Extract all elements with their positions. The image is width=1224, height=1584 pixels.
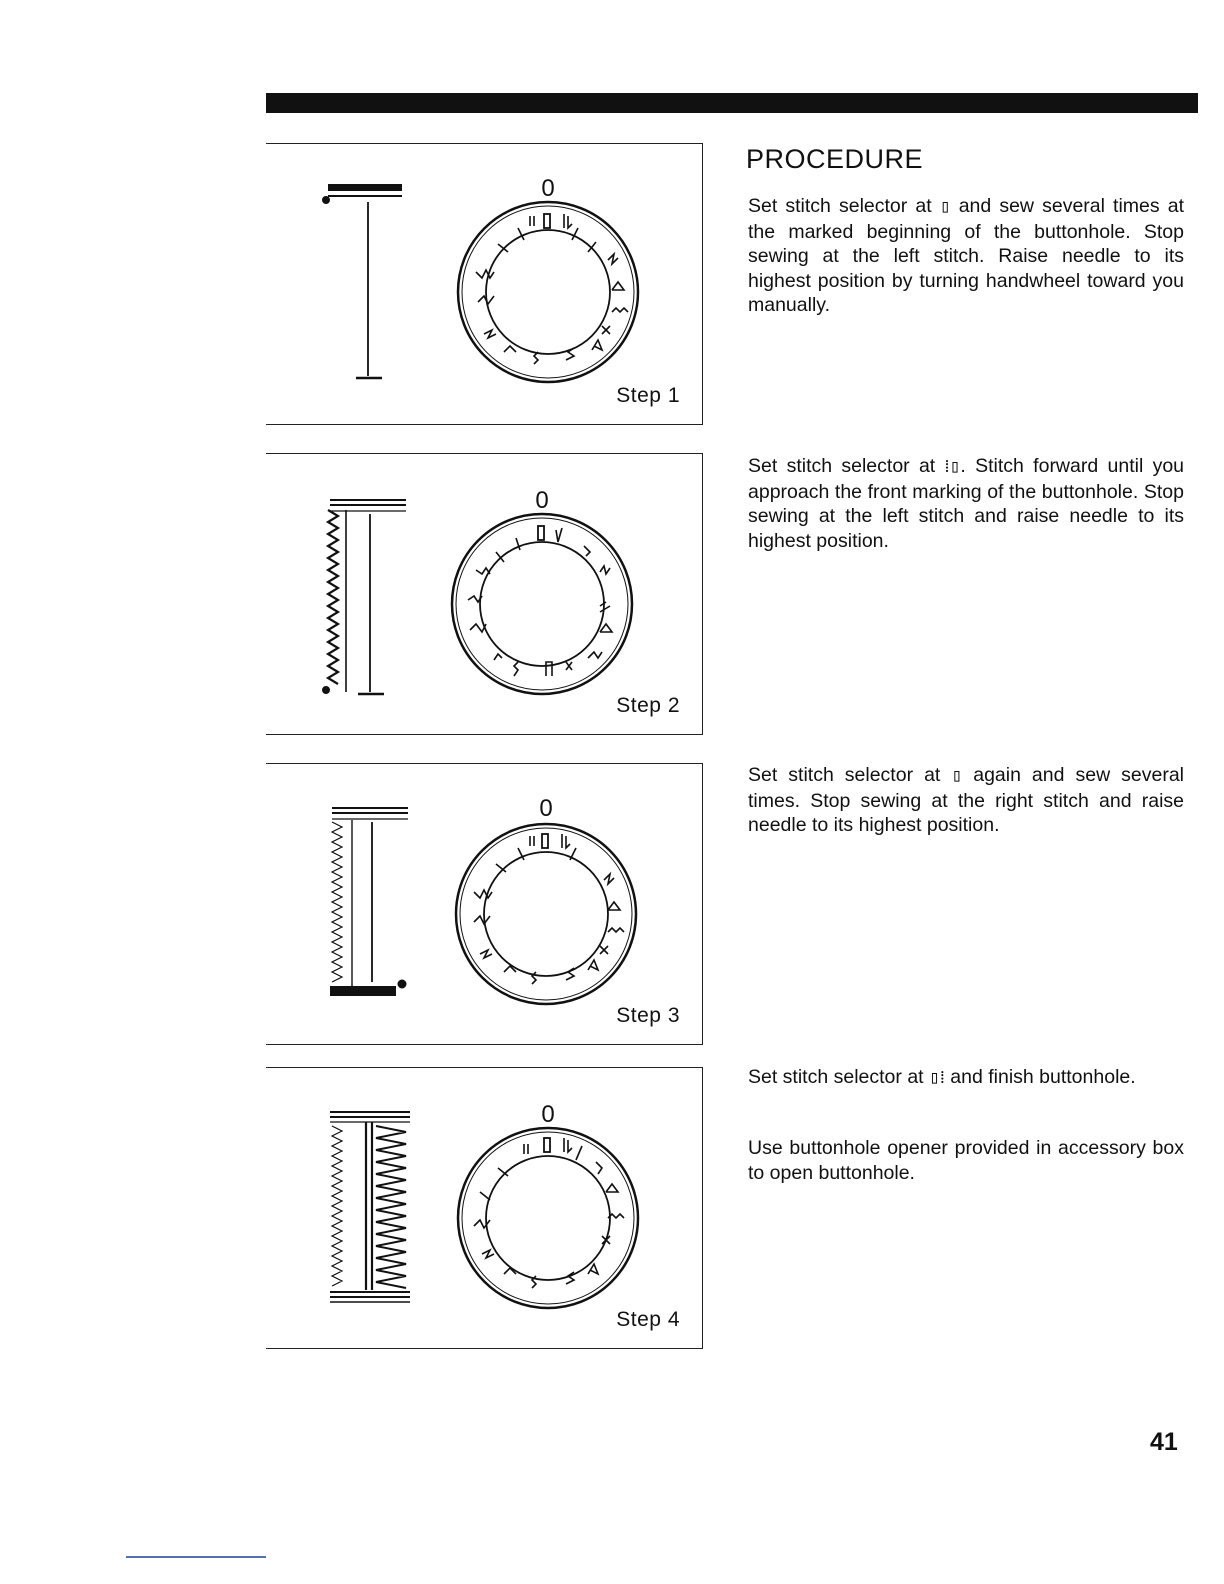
- step-4-illustration: [266, 1067, 703, 1349]
- step-1-diagram: [266, 144, 702, 424]
- step-2-text-post: . Stitch forward until you approach the front marking of the buttonhole. Stop sewing at the left stitch and raise needle to its highest position.: [748, 455, 1185, 552]
- step-4-text-pre: Set stitch selector at: [748, 1066, 924, 1088]
- buttonhole-sketch: [330, 808, 408, 996]
- step-4-label: Step 4: [616, 1308, 680, 1331]
- procedure-heading: PROCEDURE: [746, 144, 924, 174]
- step-2-text: [748, 454, 1184, 553]
- step-3-text-pre: Set stitch selector at: [748, 764, 941, 786]
- step-3-label: Step 3: [616, 1004, 680, 1027]
- stitch-symbol-icon: ▯: [951, 765, 963, 786]
- step-4-extra-text: Use buttonhole opener provided in accessory box to open buttonhole.: [748, 1137, 1184, 1184]
- step-1-illustration: [266, 143, 703, 425]
- buttonhole-sketch: [323, 184, 403, 378]
- stitch-symbol-icon: ▯: [939, 196, 951, 217]
- step-1-text-post: and sew several times at the marked beginning of the buttonhole. Stop sewing at the left stitch. Raise needle to its highest position by turning handwheel toward you manually.: [748, 195, 1185, 316]
- step-3-text-post: again and sew several times. Stop sewing at the right stitch and raise needle to its highest position.: [748, 764, 1185, 836]
- top-rule-bar: [266, 93, 1198, 113]
- step-1-text: [748, 194, 1184, 318]
- stitch-dial: [458, 202, 638, 382]
- step-2-illustration: [266, 453, 703, 735]
- stitch-symbol-icon: ⁞▯: [944, 456, 961, 477]
- step-2-label: Step 2: [616, 694, 680, 717]
- step-4-text: [748, 1065, 1184, 1091]
- step-4-text-post: and finish buttonhole.: [950, 1066, 1136, 1088]
- step-3-illustration: [266, 763, 703, 1045]
- step-1-label: Step 1: [616, 384, 680, 407]
- dial-zero-mark: 0: [541, 1101, 555, 1128]
- stitch-dial: [458, 1128, 638, 1308]
- stitch-symbol-icon: ▯⁞: [929, 1067, 945, 1088]
- buttonhole-sketch: [323, 500, 407, 694]
- stitch-dial: [452, 514, 632, 694]
- page-number: 41: [1150, 1428, 1178, 1456]
- stitch-dial: [456, 824, 636, 1004]
- dial-zero-mark: 0: [535, 487, 549, 514]
- footer-rule: [126, 1556, 266, 1558]
- dial-zero-mark: 0: [541, 175, 555, 202]
- step-2-text-pre: Set stitch selector at: [748, 455, 936, 477]
- step-4-diagram: [266, 1068, 702, 1348]
- dial-zero-mark: 0: [539, 795, 553, 822]
- step-2-diagram: [266, 454, 702, 734]
- buttonhole-sketch: [330, 1112, 410, 1302]
- step-3-diagram: [266, 764, 702, 1044]
- step-1-text-pre: Set stitch selector at: [748, 195, 932, 217]
- step-3-text: [748, 763, 1184, 838]
